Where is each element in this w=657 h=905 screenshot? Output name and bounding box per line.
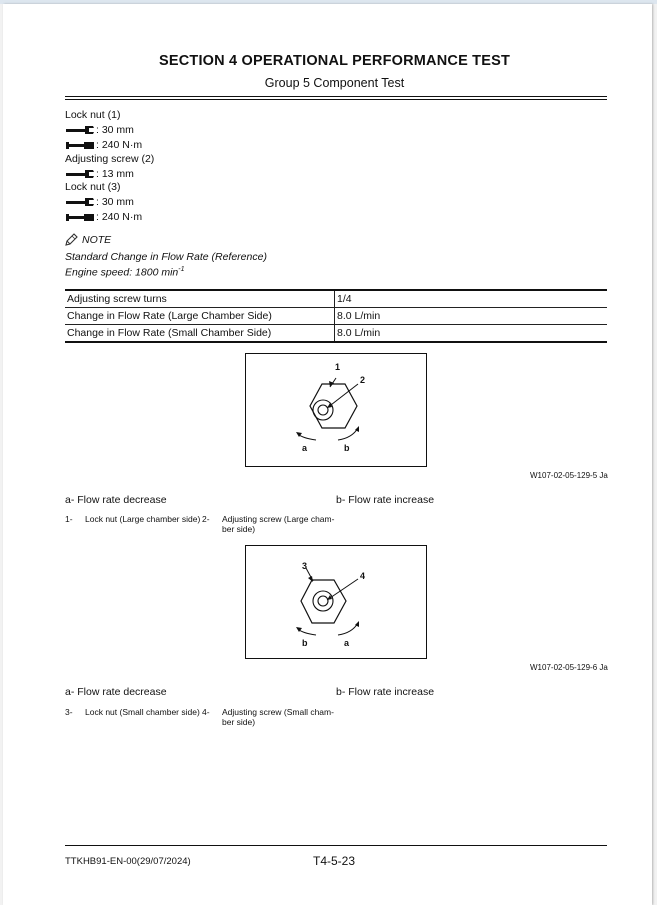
figure-1-diagram bbox=[245, 353, 427, 467]
arrow-label-b: b bbox=[344, 443, 350, 453]
flow-rate-table bbox=[65, 289, 607, 343]
note-line-1: Standard Change in Flow Rate (Reference) bbox=[65, 251, 267, 263]
header-rule-top bbox=[65, 96, 607, 97]
arrow-label-a: a bbox=[302, 443, 308, 453]
table-row bbox=[65, 290, 607, 308]
arrow-label-b: b bbox=[302, 638, 308, 648]
legend-num-4: 4- bbox=[202, 707, 210, 717]
table-cell: 1/4 bbox=[335, 290, 608, 308]
figure-2-caption-a: a- Flow rate decrease bbox=[65, 686, 167, 698]
footer-page-number: T4-5-23 bbox=[313, 854, 356, 868]
callout-3: 3 bbox=[302, 561, 308, 571]
spec-lock-nut-1-torque bbox=[65, 139, 142, 151]
note-line-2 bbox=[65, 266, 184, 279]
wrench-size: : 30 mm bbox=[96, 124, 134, 136]
wrench-icon bbox=[65, 169, 95, 179]
header-rule-bottom bbox=[65, 99, 607, 100]
note-heading bbox=[65, 233, 111, 246]
figure-1-caption-a: a- Flow rate decrease bbox=[65, 494, 167, 506]
legend-text-4-line-1: Adjusting screw (Small cham- bbox=[222, 707, 334, 717]
note-superscript: -1 bbox=[178, 266, 185, 273]
spec-lock-nut-1-wrench bbox=[65, 124, 134, 136]
callout-1: 1 bbox=[335, 362, 341, 372]
hex-nut-diagram bbox=[246, 546, 426, 658]
table-row bbox=[65, 308, 607, 325]
wrench-size: : 30 mm bbox=[96, 196, 134, 208]
legend-num-1: 1- bbox=[65, 514, 73, 524]
legend-text-4-line-2: ber side) bbox=[222, 717, 256, 727]
table-cell: Adjusting screw turns bbox=[65, 290, 335, 308]
table-cell: 8.0 L/min bbox=[335, 325, 608, 343]
document-page bbox=[3, 4, 652, 905]
legend-text-2-line-1: Adjusting screw (Large cham- bbox=[222, 514, 335, 524]
arrow-label-a: a bbox=[344, 638, 350, 648]
table-row bbox=[65, 325, 607, 343]
note-engine-speed: Engine speed: 1800 min bbox=[65, 266, 179, 279]
table-cell: Change in Flow Rate (Small Chamber Side) bbox=[65, 325, 335, 343]
torque-value: : 240 N·m bbox=[96, 139, 143, 151]
callout-4: 4 bbox=[360, 571, 366, 581]
figure-1-caption-b: b- Flow rate increase bbox=[336, 494, 435, 506]
note-heading-text: NOTE bbox=[82, 233, 112, 246]
spec-adjusting-screw-2-wrench bbox=[65, 168, 134, 180]
page-subtitle: Group 5 Component Test bbox=[264, 76, 405, 90]
torque-value: : 240 N·m bbox=[96, 211, 143, 223]
legend-num-2: 2- bbox=[202, 514, 210, 524]
torque-wrench-icon bbox=[65, 212, 95, 222]
callout-2: 2 bbox=[360, 375, 366, 385]
figure-2-caption-b: b- Flow rate increase bbox=[336, 686, 435, 698]
wrench-icon bbox=[65, 197, 95, 207]
spec-adjusting-screw-2-label: Adjusting screw (2) bbox=[65, 153, 155, 165]
figure-2-id: W107-02-05-129-6 Ja bbox=[530, 663, 608, 672]
footer-doc-code: TTKHB91-EN-00(29/07/2024) bbox=[65, 856, 191, 867]
legend-text-3: Lock nut (Small chamber side) bbox=[85, 707, 200, 717]
torque-wrench-icon bbox=[65, 140, 95, 150]
figure-2-diagram bbox=[245, 545, 427, 659]
footer-rule bbox=[65, 845, 607, 846]
wrench-icon bbox=[65, 125, 95, 135]
table-cell: Change in Flow Rate (Large Chamber Side) bbox=[65, 308, 335, 325]
table-cell: 8.0 L/min bbox=[335, 308, 608, 325]
spec-lock-nut-3-wrench bbox=[65, 196, 134, 208]
figure-1-id: W107-02-05-129-5 Ja bbox=[530, 471, 608, 480]
legend-num-3: 3- bbox=[65, 707, 73, 717]
spec-lock-nut-1-label: Lock nut (1) bbox=[65, 109, 121, 121]
pencil-note-icon bbox=[65, 233, 78, 246]
page-title: SECTION 4 OPERATIONAL PERFORMANCE TEST bbox=[158, 53, 511, 69]
legend-text-2-line-2: ber side) bbox=[222, 524, 256, 534]
spec-lock-nut-3-label: Lock nut (3) bbox=[65, 181, 121, 193]
wrench-size: : 13 mm bbox=[96, 168, 134, 180]
legend-text-1: Lock nut (Large chamber side) bbox=[85, 514, 201, 524]
spec-lock-nut-3-torque bbox=[65, 211, 142, 223]
